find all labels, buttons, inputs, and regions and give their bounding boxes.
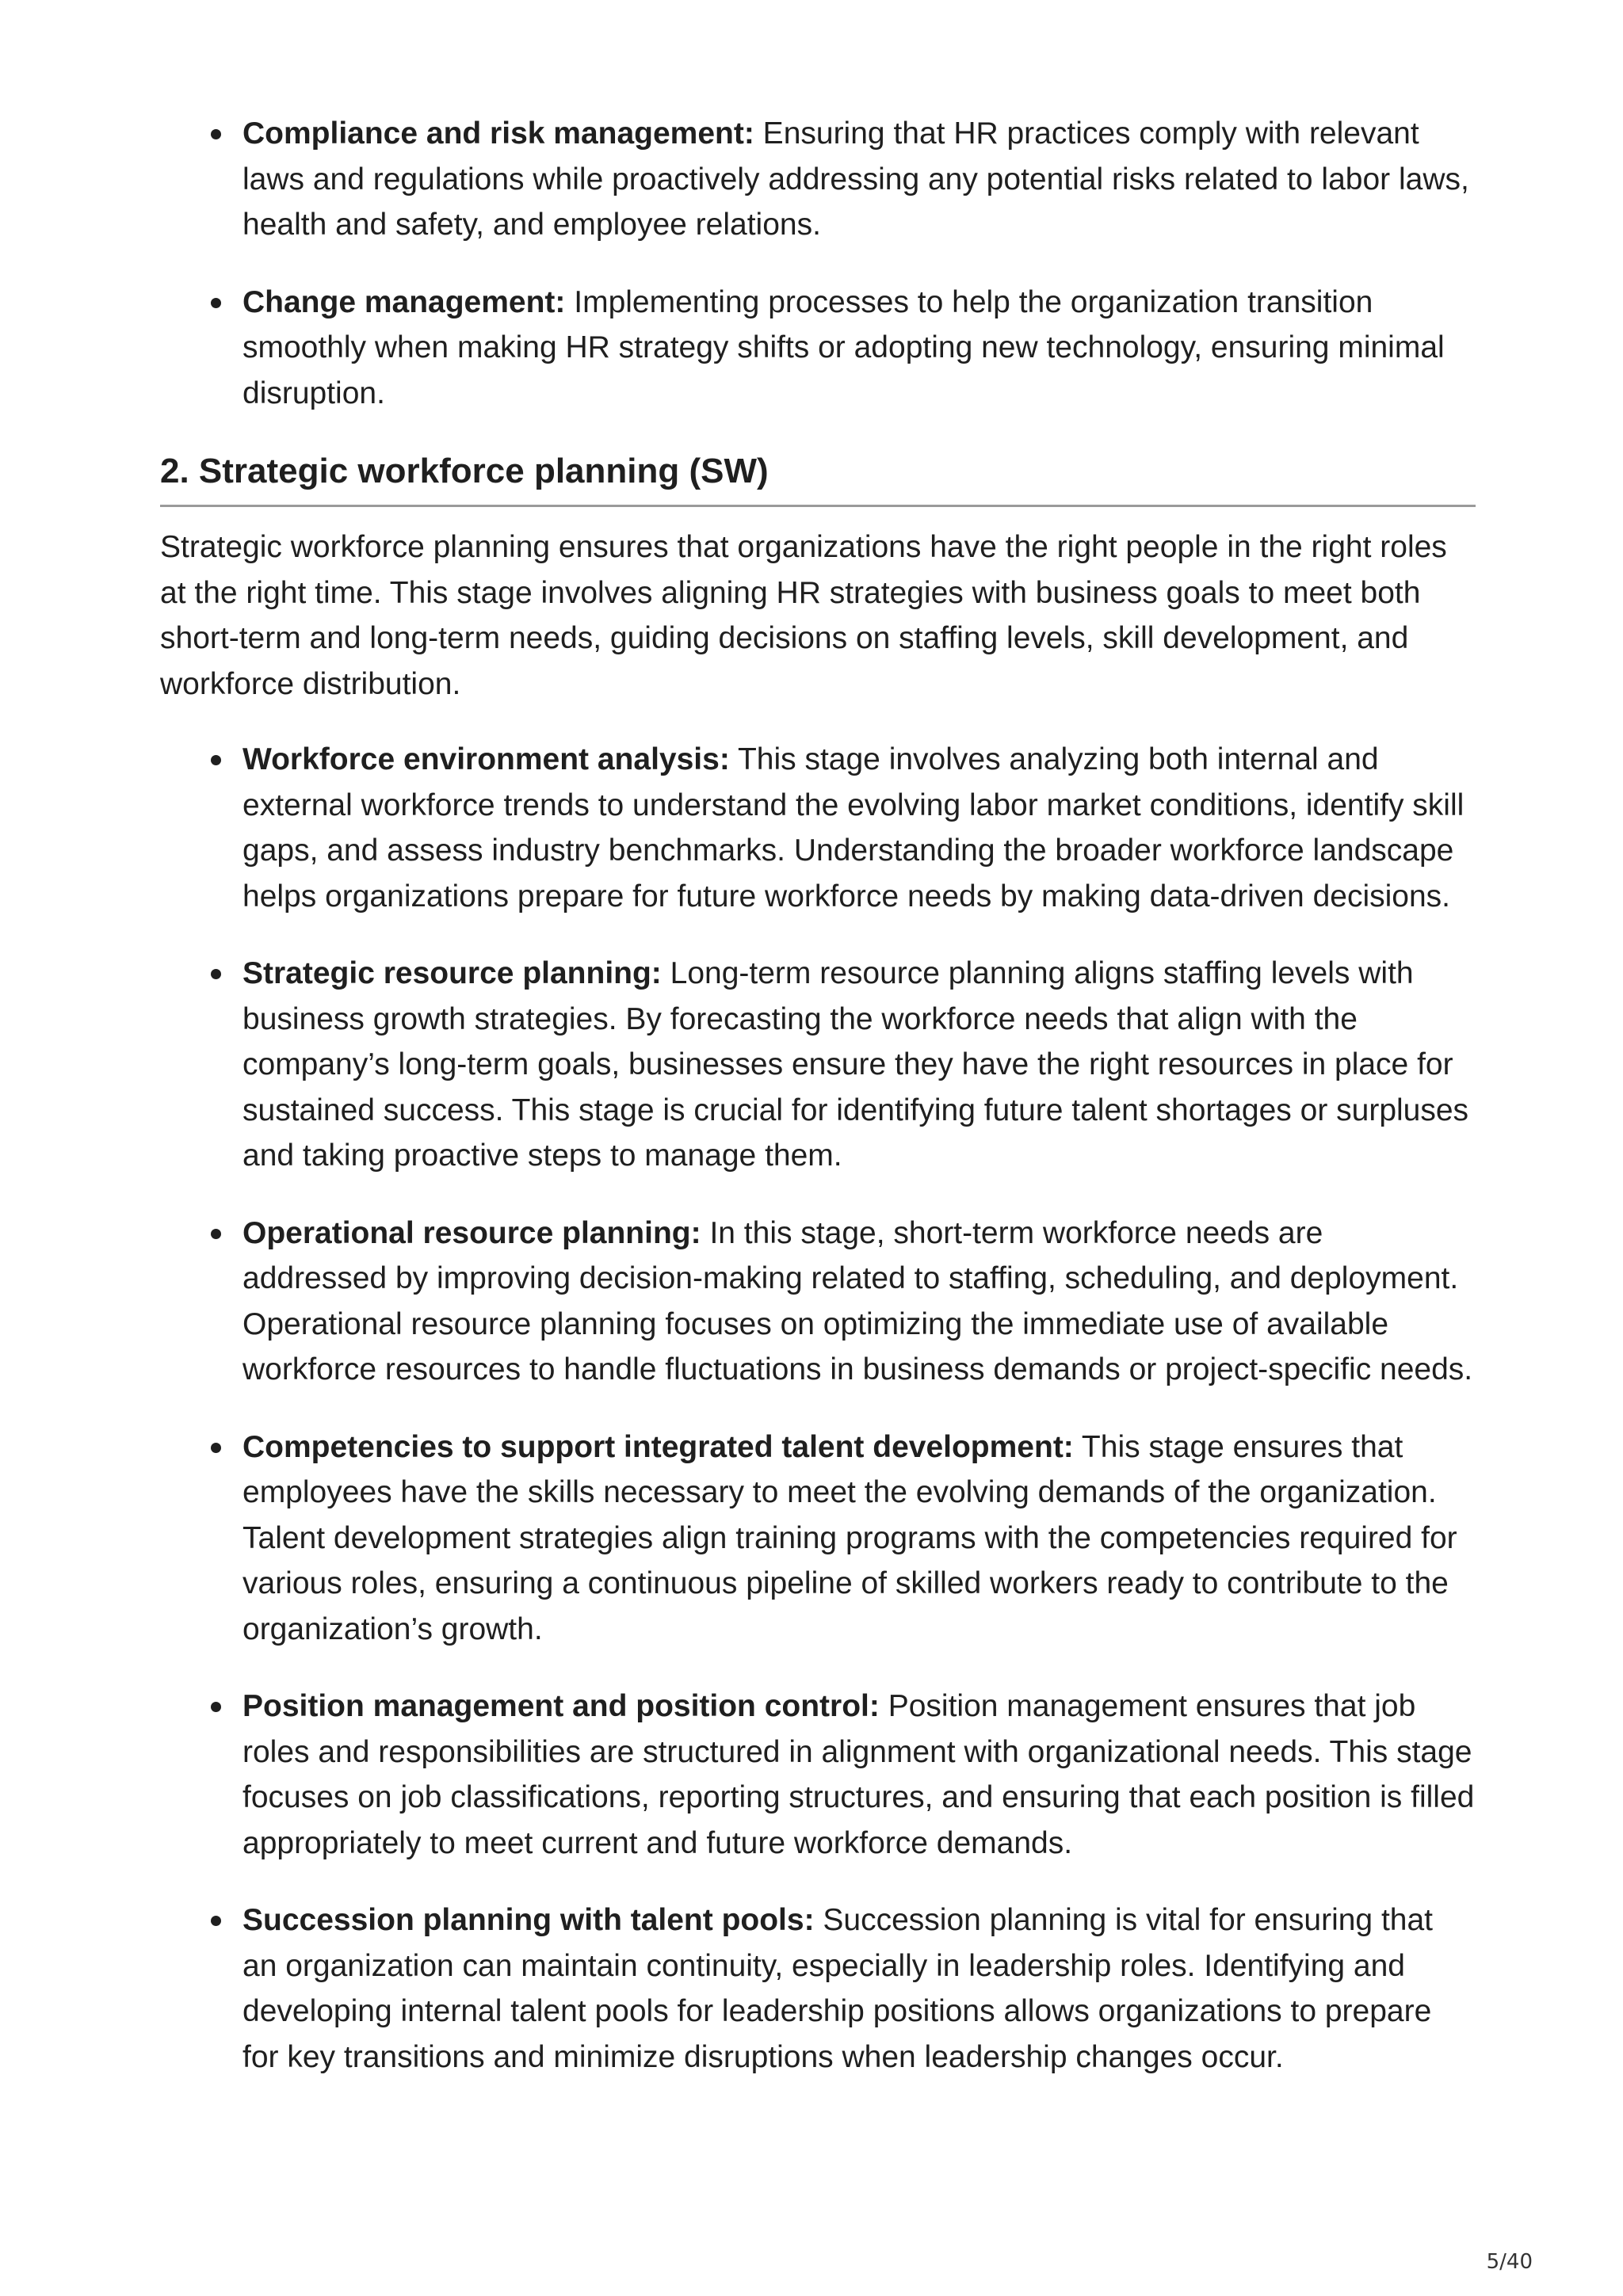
bullet-term: Workforce environment analysis:: [242, 742, 730, 776]
bullet-text: This stage involves analyzing both internal and external workforce trends to understand the evolving labor market conditions, identify skill gaps, and assess industry benchmarks. Understanding the broader workforce landscape helps organizations prepare for future workforce needs by making data-driven decisions.: [242, 742, 1465, 913]
bullet-term: Competencies to support integrated talent development:: [242, 1429, 1074, 1464]
list-item: [242, 737, 1476, 919]
list-item: [242, 951, 1476, 1179]
bullet-dot-icon: [211, 755, 221, 765]
bullet-text: Ensuring that HR practices comply with relevant laws and regulations while proactively addressing any potential risks related to labor laws, health and safety, and employee relations.: [242, 116, 1469, 242]
bullet-term: Strategic resource planning:: [242, 956, 662, 990]
bullet-dot-icon: [211, 129, 221, 139]
bullet-dot-icon: [211, 1443, 221, 1453]
bullet-text: In this stage, short-term workforce needs are addressed by improving decision-making related to staffing, scheduling, and deployment. Operational resource planning focuses on optimizing the immediate use of available workforce resources to handle fluctuations in business demands or project-specific needs.: [242, 1215, 1473, 1386]
section-bullet-list: [160, 737, 1476, 2080]
bullet-dot-icon: [211, 1229, 221, 1239]
bullet-dot-icon: [211, 969, 221, 979]
bullet-term: Position management and position control:: [242, 1689, 880, 1723]
page-number: 5/40: [1486, 2250, 1533, 2274]
bullet-dot-icon: [211, 298, 221, 308]
bullet-text: Implementing processes to help the organization transition smoothly when making HR strategy shifts or adopting new technology, ensuring minimal disruption.: [242, 284, 1445, 410]
bullet-term: Succession planning with talent pools:: [242, 1903, 815, 1937]
list-item: [242, 1425, 1476, 1653]
list-item: [242, 280, 1476, 417]
list-item: [242, 1897, 1476, 2080]
list-item: [242, 1684, 1476, 1866]
section-heading: 2. Strategic workforce planning (SW): [160, 449, 1476, 507]
document-page: [160, 111, 1476, 2111]
bullet-text: Long-term resource planning aligns staffing levels with business growth strategies. By forecasting the workforce needs that align with the company’s long-term goals, businesses ensure they have the right resources in place for sustained success. This stage is crucial for identifying future talent shortages or surpluses and taking proactive steps to manage them.: [242, 956, 1469, 1173]
bullet-dot-icon: [211, 1916, 221, 1926]
bullet-dot-icon: [211, 1702, 221, 1712]
section-intro: Strategic workforce planning ensures that organizations have the right people in the right roles at the right time. This stage involves aligning HR strategies with business goals to meet both short-term and long-term needs, guiding decisions on staffing levels, skill development, and workforce distribution.: [160, 530, 1447, 701]
bullet-term: Change management:: [242, 284, 566, 319]
bullet-term: Compliance and risk management:: [242, 116, 754, 151]
list-item: [242, 1211, 1476, 1393]
top-bullet-list: [160, 111, 1476, 416]
list-item: [242, 111, 1476, 248]
bullet-text: Succession planning is vital for ensuring that an organization can maintain continuity, especially in leadership roles. Identifying and developing internal talent pools for leadership positions allows organizations to prepare for key transitions and minimize disruptions when leadership changes occur.: [242, 1903, 1434, 2074]
bullet-term: Operational resource planning:: [242, 1215, 701, 1250]
bullet-text: Position management ensures that job roles and responsibilities are structured in alignment with organizational needs. This stage focuses on job classifications, reporting structures, and ensuring that each position is filled appropriately to meet current and future workforce demands.: [242, 1689, 1475, 1860]
bullet-text: This stage ensures that employees have the skills necessary to meet the evolving demands of the organization. Talent development strategies align training programs with the competencies required for various roles, ensuring a continuous pipeline of skilled workers ready to contribute to the organization’s growth.: [242, 1429, 1457, 1646]
